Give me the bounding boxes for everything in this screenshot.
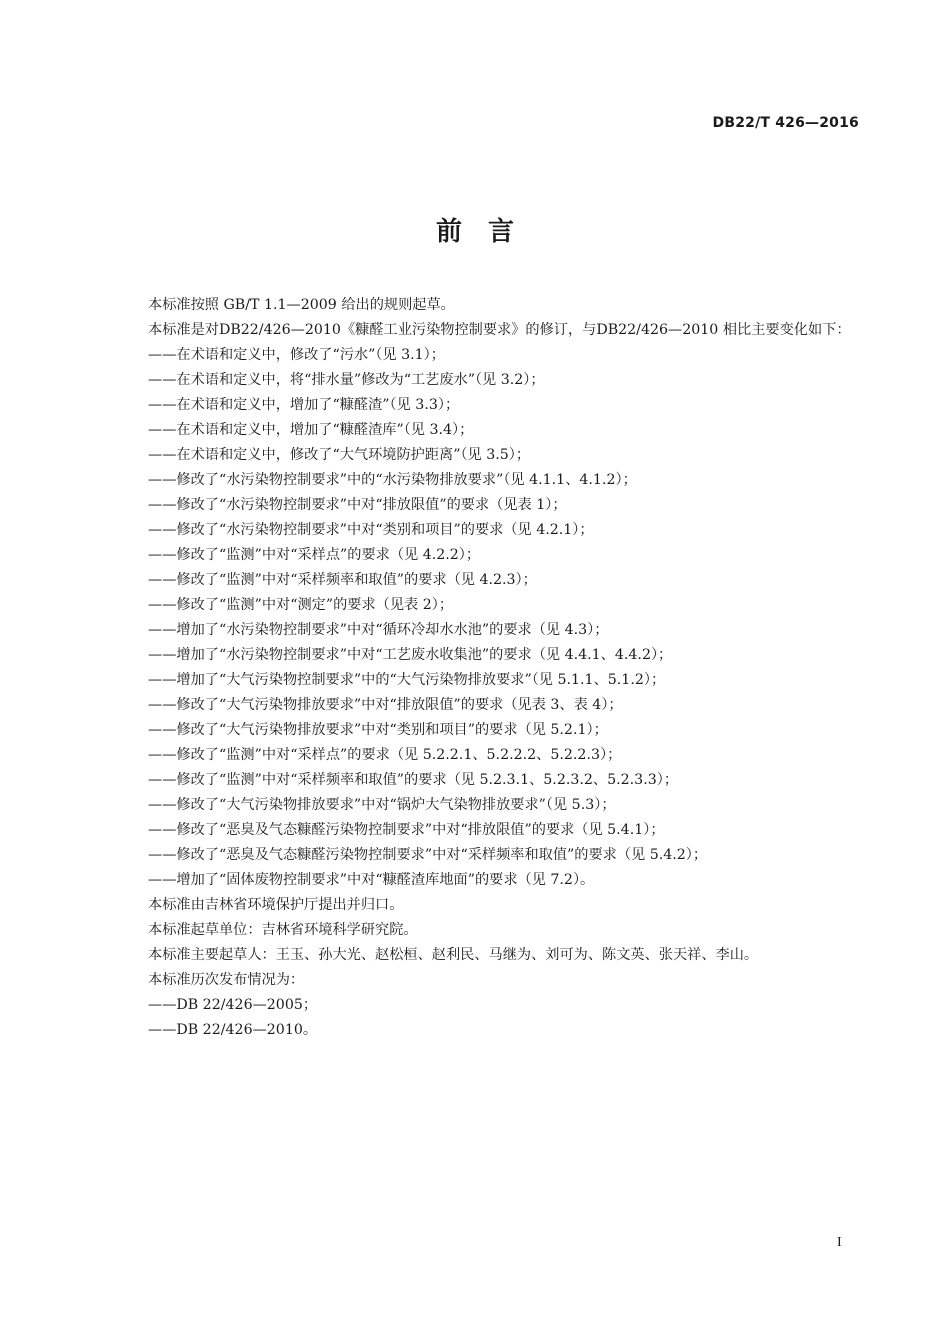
- change-item: ——修改了“水污染物控制要求”中的“水污染物排放要求”（见 4.1.1、4.1.2）；: [148, 472, 637, 488]
- info-paragraph: 本标准主要起草人：王玉、孙大光、赵松桓、赵利民、马继为、刘可为、陈文英、张天祥、李山。: [148, 947, 759, 963]
- change-item: ——在术语和定义中，将“排水量”修改为“工艺废水”（见 3.2）；: [148, 372, 545, 388]
- change-item: ——修改了“大气污染物排放要求”中对“排放限值”的要求（见表 3、表 4）；: [148, 697, 623, 713]
- change-item: ——增加了“水污染物控制要求”中对“工艺废水收集池”的要求（见 4.4.1、4.4.2）；: [148, 647, 673, 663]
- change-item: ——修改了“水污染物控制要求”中对“排放限值”的要求（见表 1）；: [148, 497, 567, 513]
- info-paragraph: 本标准历次发布情况为：: [148, 972, 305, 988]
- change-item: ——修改了“监测”中对“测定”的要求（见表 2）；: [148, 597, 454, 613]
- change-item: ——修改了“监测”中对“采样点”的要求（见 4.2.2）；: [148, 547, 481, 563]
- history-item: ——DB 22/426—2010。: [148, 1022, 318, 1038]
- change-item: ——修改了“监测”中对“采样点”的要求（见 5.2.2.1、5.2.2.2、5.2.2.3）；: [148, 747, 622, 763]
- change-item: ——修改了“监测”中对“采样频率和取值”的要求（见 5.2.3.1、5.2.3.2、5.2.3.3）；: [148, 772, 679, 788]
- info-paragraph: 本标准由吉林省环境保护厅提出并归口。: [148, 897, 404, 913]
- change-list: [121, 343, 861, 893]
- change-item: ——修改了“恶臭及气态糠醛污染物控制要求”中对“采样频率和取值”的要求（见 5.4.2）；: [148, 847, 708, 863]
- change-item: ——修改了“监测”中对“采样频率和取值”的要求（见 4.2.3）；: [148, 572, 537, 588]
- change-item: ——在术语和定义中，增加了“糠醛渣库”（见 3.4）；: [148, 422, 474, 438]
- change-item: ——增加了“固体废物控制要求”中对“糠醛渣库地面”的要求（见 7.2）。: [148, 872, 595, 888]
- document-body: [121, 293, 861, 1043]
- page-number: I: [837, 1235, 842, 1250]
- info-paragraph: 本标准起草单位：吉林省环境科学研究院。: [148, 922, 418, 938]
- standard-code: DB22/T 426—2016: [712, 115, 859, 131]
- change-item: ——修改了“大气污染物排放要求”中对“锅炉大气染物排放要求”（见 5.3）；: [148, 797, 616, 813]
- intro-paragraph: 本标准按照 GB/T 1.1—2009 给出的规则起草。: [148, 297, 455, 313]
- change-item: ——修改了“恶臭及气态糠醛污染物控制要求”中对“排放限值”的要求（见 5.4.1）；: [148, 822, 665, 838]
- history-list: [121, 993, 861, 1043]
- change-item: ——修改了“水污染物控制要求”中对“类别和项目”的要求（见 4.2.1）；: [148, 522, 594, 538]
- history-item: ——DB 22/426—2005；: [148, 997, 318, 1013]
- intro-paragraph: 本标准是对DB22/426—2010《糠醛工业污染物控制要求》的修订，与DB22/426—2010 相比主要变化如下：: [148, 322, 851, 338]
- change-item: ——在术语和定义中，修改了“污水”（见 3.1）；: [148, 347, 445, 363]
- page-title: 前 言: [435, 217, 514, 247]
- change-item: ——增加了“水污染物控制要求”中对“循环冷却水水池”的要求（见 4.3）；: [148, 622, 609, 638]
- change-item: ——在术语和定义中，修改了“大气环境防护距离”（见 3.5）；: [148, 447, 531, 463]
- change-item: ——增加了“大气污染物控制要求”中的“大气污染物排放要求”（见 5.1.1、5.1.2）；: [148, 672, 666, 688]
- change-item: ——修改了“大气污染物排放要求”中对“类别和项目”的要求（见 5.2.1）；: [148, 722, 608, 738]
- change-item: ——在术语和定义中，增加了“糠醛渣”（见 3.3）；: [148, 397, 460, 413]
